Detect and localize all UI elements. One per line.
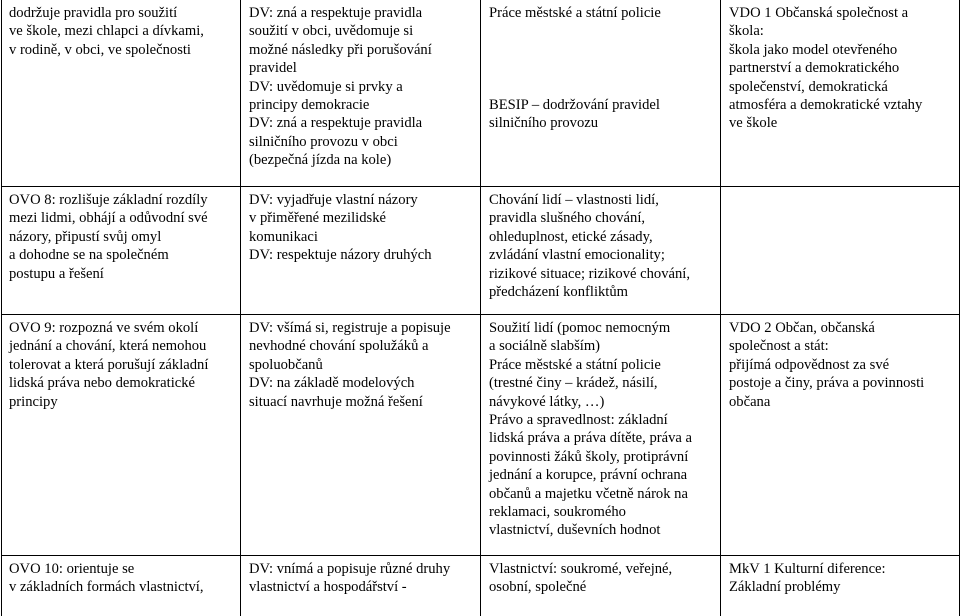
cell-text-line: tolerovat a která porušují základní: [9, 356, 209, 373]
cell-text-line: zvládání vlastní emocionality;: [489, 247, 665, 264]
cell-text-line: předcházení konfliktům: [489, 284, 628, 301]
cell-text-line: principy demokracie: [249, 97, 370, 114]
cell-text-line: občanů a majetku včetně nárok na: [489, 485, 688, 502]
cell-text-line: principy: [9, 393, 58, 410]
cell-expected-outcome: [2, 0, 241, 187]
cell-text-line: v základních formách vlastnictví,: [9, 579, 204, 596]
cell-text-line: návykové látky, …): [489, 393, 605, 410]
cell-text-line: Práce městské a státní policie: [489, 356, 661, 373]
cell-text-line: dodržuje pravidla pro soužití: [9, 5, 178, 21]
cell-text-line: a dohodne se na společném: [9, 247, 169, 264]
cell-text-line: DV: zná a respektuje pravidla: [249, 115, 423, 132]
cell-text-line: OVO 10: orientuje se: [9, 561, 135, 577]
curriculum-table: [1, 0, 960, 616]
cell-text-line: občana: [729, 393, 771, 410]
cell-text-line: společenství, demokratická: [729, 78, 888, 95]
cell-cross-curricular-theme: [721, 187, 960, 315]
cell-text-line: Právo a spravedlnost: základní: [489, 412, 668, 429]
cell-text-line: ohleduplnost, etické zásady,: [489, 228, 653, 245]
cell-cross-curricular-theme: [721, 556, 960, 616]
cell-text-line: DV: na základě modelových: [249, 375, 415, 392]
blank-line: [489, 22, 712, 40]
table-row: [2, 556, 960, 616]
cell-text-line: Vlastnictví: soukromé, veřejné,: [489, 561, 673, 577]
cell-text-line: jednání a chování, která nemohou: [9, 338, 207, 355]
cell-text-line: pravidel: [249, 60, 297, 77]
table-row: [2, 0, 960, 187]
cell-text-line: DV: vnímá a popisuje různé druhy: [249, 561, 451, 577]
cell-text-line: mezi lidmi, obhájí a odůvodní své: [9, 210, 208, 227]
cell-text-line: atmosféra a demokratické vztahy: [729, 97, 923, 114]
cell-partial-outcome: [241, 0, 481, 187]
cell-text-line: jednání a korupce, právní ochrana: [489, 467, 688, 484]
cell-text-line: soužití v obci, uvědomuje si: [249, 23, 414, 40]
blank-line: [489, 59, 712, 77]
table-row: [2, 187, 960, 315]
cell-text-line: reklamaci, soukromého: [489, 504, 626, 521]
cell-text-line: možné následky při porušování: [249, 41, 432, 58]
cell-text-line: Soužití lidí (pomoc nemocným: [489, 320, 671, 336]
cell-text-line: silničního provozu: [489, 115, 599, 132]
cell-text-line: škola:: [729, 23, 764, 40]
blank-line: [489, 78, 712, 96]
cell-text-line: postoje a činy, práva a povinnosti: [729, 375, 925, 392]
cell-text-line: postupu a řešení: [9, 265, 104, 282]
cell-text-line: a sociálně slabším): [489, 338, 601, 355]
cell-text-line: Základní problémy: [729, 579, 841, 596]
cell-text-line: VDO 2 Občan, občanská: [729, 320, 875, 336]
cell-text-line: vlastnictví a hospodářství -: [249, 579, 407, 596]
cell-cross-curricular-theme: [721, 0, 960, 187]
cell-text-line: VDO 1 Občanská společnost a: [729, 5, 909, 21]
cell-curriculum: [481, 0, 721, 187]
cell-text-line: BESIP – dodržování pravidel: [489, 96, 660, 113]
cell-text-line: přijímá odpovědnost za své: [729, 356, 890, 373]
cell-text-line: situací navrhuje možná řešení: [249, 393, 423, 410]
cell-text-line: povinnosti žáků školy, protiprávní: [489, 448, 689, 465]
cell-text-line: DV: všímá si, registruje a popisuje: [249, 320, 451, 336]
cell-partial-outcome: [241, 315, 481, 556]
cell-text-line: silničního provozu v obci: [249, 133, 398, 150]
cell-text-line: rizikové situace; rizikové chování,: [489, 265, 690, 282]
cell-partial-outcome: [241, 556, 481, 616]
cell-text-line: ve škole: [729, 115, 778, 132]
cell-text-line: názory, připustí svůj omyl: [9, 228, 162, 245]
cell-text-line: lidská práva nebo demokratické: [9, 375, 195, 392]
cell-text-line: Chování lidí – vlastnosti lidí,: [489, 192, 659, 208]
cell-text-line: nevhodné chování spolužáků a: [249, 338, 429, 355]
cell-text-line: škola jako model otevřeného: [729, 41, 898, 58]
cell-text-line: společnost a stát:: [729, 338, 829, 355]
cell-text-line: v přiměřené mezilidské: [249, 210, 386, 227]
cell-text-line: lidská práva a práva dítěte, práva a: [489, 430, 692, 447]
cell-text-line: vlastnictví, duševních hodnot: [489, 522, 661, 539]
cell-text-line: partnerství a demokratického: [729, 60, 900, 77]
cell-text-line: OVO 9: rozpozná ve svém okolí: [9, 320, 199, 336]
cell-text-line: v rodině, v obci, ve společnosti: [9, 41, 191, 58]
cell-text-line: (bezpečná jízda na kole): [249, 152, 392, 169]
cell-text-line: pravidla slušného chování,: [489, 210, 646, 227]
cell-text-line: MkV 1 Kulturní diference:: [729, 561, 886, 577]
cell-expected-outcome: [2, 315, 241, 556]
cell-expected-outcome: [2, 187, 241, 315]
blank-line: [489, 41, 712, 59]
cell-text-line: spoluobčanů: [249, 356, 323, 373]
cell-partial-outcome: [241, 187, 481, 315]
cell-text-line: DV: uvědomuje si prvky a: [249, 78, 403, 95]
cell-curriculum: [481, 315, 721, 556]
table-row: [2, 315, 960, 556]
cell-text-line: DV: vyjadřuje vlastní názory: [249, 192, 418, 208]
cell-text-line: komunikaci: [249, 228, 318, 245]
cell-curriculum: [481, 187, 721, 315]
cell-expected-outcome: [2, 556, 241, 616]
cell-text-line: ve škole, mezi chlapci a dívkami,: [9, 23, 204, 40]
cell-cross-curricular-theme: [721, 315, 960, 556]
cell-text-line: Práce městské a státní policie: [489, 5, 661, 21]
cell-text-line: DV: zná a respektuje pravidla: [249, 5, 423, 21]
cell-text-line: DV: respektuje názory druhých: [249, 247, 432, 264]
cell-text-line: osobní, společné: [489, 579, 587, 596]
cell-text-line: OVO 8: rozlišuje základní rozdíly: [9, 192, 208, 208]
cell-curriculum: [481, 556, 721, 616]
cell-text-line: (trestné činy – krádež, násilí,: [489, 375, 658, 392]
